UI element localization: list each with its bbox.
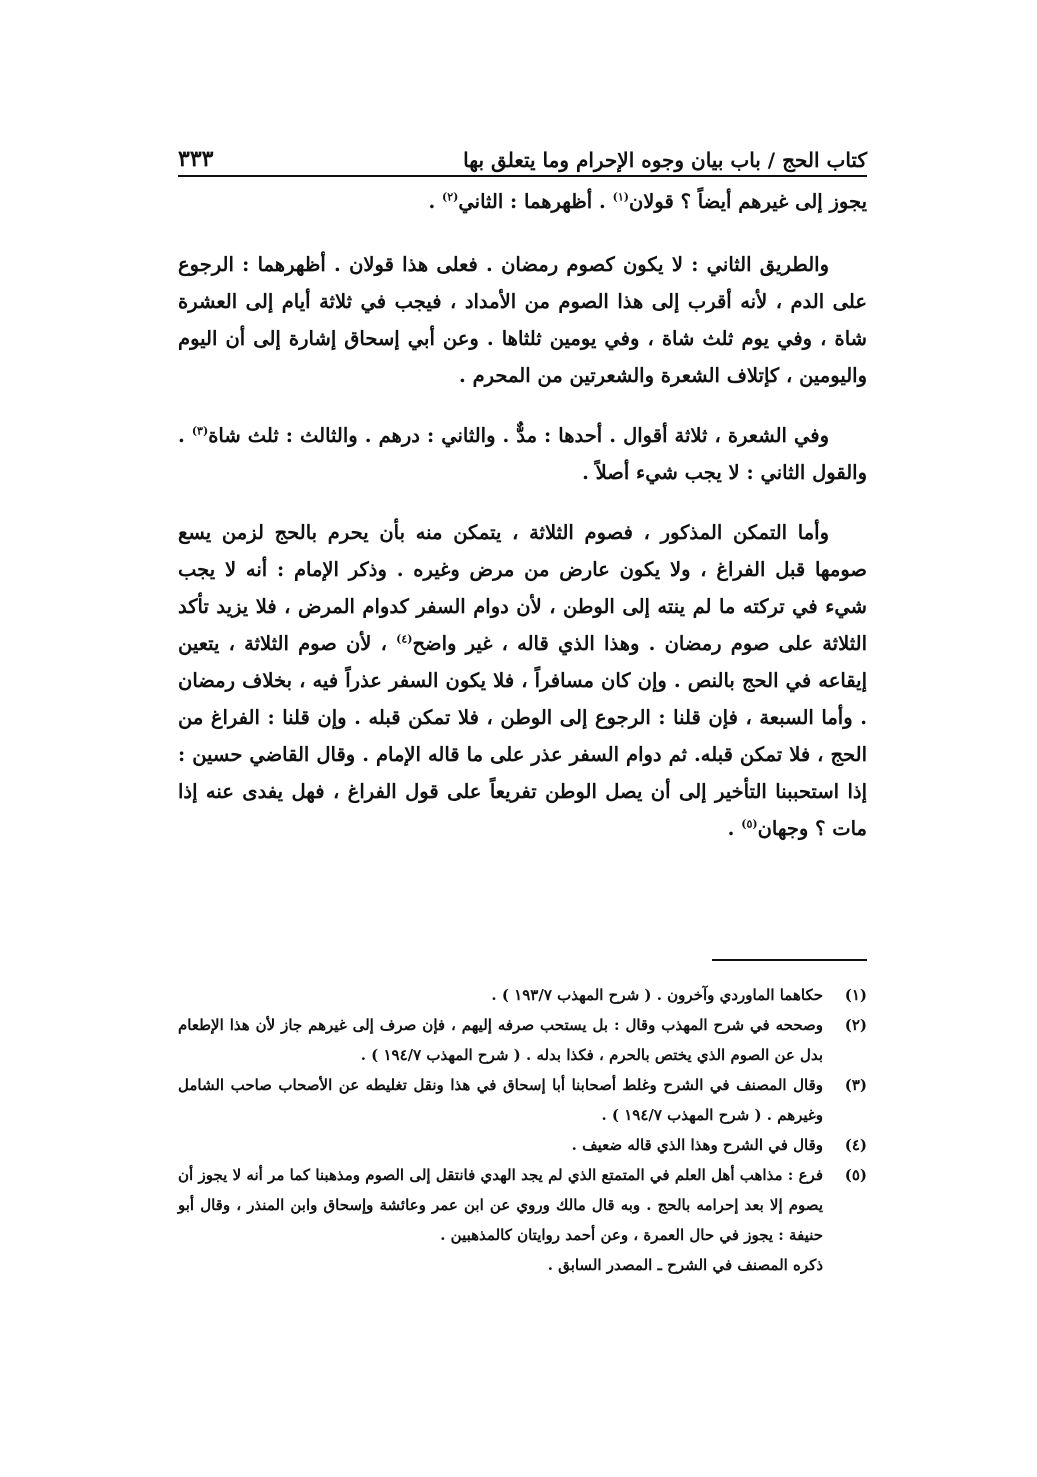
footnote-line: ذكره المصنف في الشرح ـ المصدر السابق .	[547, 1256, 823, 1274]
text-run: . والقول الثاني : لا يجب شيء أصلاً .	[178, 424, 867, 484]
paragraph-2	[178, 246, 867, 394]
footnote-text	[178, 1130, 823, 1160]
footnote-ref: (٢)	[442, 190, 459, 204]
text-run: ، لأن صوم الثلاثة ، يتعين إيقاعه في الحج بالنص . وإن كان مسافراً ، فلا يكون السفر عذراً فيه ، بخلاف رمضان . وأما السبعة ، فإن قلنا : الرجوع إلى الوطن ، فلا تمكن قبله . وإن قلنا : الفراغ من الحج ، فلا تمكن قبله. ثم دوام السفر عذر على ما قاله الإمام . وقال القاضي حسين : إذا استحببنا التأخير إلى أن يصل الوطن تفريعاً على قول الفراغ ، فهل يفدى عنه إذا مات ؟ وجهان	[178, 632, 867, 840]
text-run: . أظهرهما : الثاني	[458, 190, 613, 213]
paragraph-1	[178, 183, 867, 220]
footnote-text	[178, 1160, 823, 1280]
footnote-text	[178, 980, 823, 1010]
paragraph-4	[178, 514, 867, 847]
text-run: .	[727, 817, 742, 840]
footnote-ref: (٤)	[396, 632, 413, 646]
footnotes	[178, 980, 867, 1280]
text-run: وأما التمكن المذكور ، فصوم الثلاثة ، يتمكن منه بأن يحرم بالحج لزمن يسع صومها قبل الفراغ ، ولا يكون عارض من مرض وغيره . وذكر الإمام : أنه لا يجب شيء في تركته ما لم ينته إلى الوطن ، لأن دوام السفر كدوام المرض ، فلا يزيد تأكد الثلاثة على صوم رمضان . وهذا الذي قاله ، غير واضح	[178, 521, 867, 655]
paragraph-3	[178, 417, 867, 491]
footnote-ref: (٥)	[741, 817, 758, 831]
footnote-2	[178, 1010, 867, 1070]
footnote-line: فرع : مذاهب أهل العلم في المتمتع الذي لم يجد الهدي فانتقل إلى الصوم ومذهبنا كما مر أنه لا يجوز أن يصوم إلا بعد إحرامه بالحج . وبه قال مالك وروي عن ابن عمر وعائشة وإسحاق وابن المنذر ، وقال أبو حنيفة : يجوز في حال العمرة ، وعن أحمد روايتان كالمذهبين .	[178, 1166, 823, 1244]
footnote-number: (١)	[844, 986, 867, 1004]
footnote-1	[178, 980, 867, 1010]
footnote-line: وصححه في شرح المهذب وقال : بل يستحب صرفه إليهم ، فإن صرف إلى غيرهم جاز لأن هذا الإطعام بدل عن الصوم الذي يختص بالحرم ، فكذا بدله . ( شرح المهذب ١٩٤/٧ ) .	[178, 1016, 823, 1064]
footnote-text	[178, 1070, 823, 1130]
footnote-ref: (٣)	[191, 424, 209, 438]
footnote-number: (٢)	[844, 1016, 867, 1034]
main-text	[178, 183, 867, 870]
header-rule	[178, 175, 867, 177]
footnote-line: وقال المصنف في الشرح وغلط أصحابنا أبا إسحاق في هذا ونقل تغليطه عن الأصحاب صاحب الشامل وغيرهم . ( شرح المهذب ١٩٤/٧ ) .	[178, 1076, 823, 1124]
footnote-line: وقال في الشرح وهذا الذي قاله ضعيف .	[571, 1136, 823, 1154]
footnote-text	[178, 1010, 823, 1070]
text-run: .	[428, 190, 443, 213]
footnote-number: (٥)	[844, 1166, 867, 1184]
footnote-number: (٣)	[844, 1076, 867, 1094]
text-run: وفي الشعرة ، ثلاثة أقوال . أحدها : مدٌّ . والثاني : درهم . والثالث : ثلث شاة	[208, 424, 829, 447]
page-header	[178, 126, 867, 172]
footnote-5	[178, 1160, 867, 1280]
footnote-ref: (١)	[612, 190, 629, 204]
footnote-4	[178, 1130, 867, 1160]
footnote-rule	[712, 959, 867, 961]
footnote-line: حكاهما الماوردي وآخرون . ( شرح المهذب ١٩٣/٧ ) .	[491, 986, 823, 1004]
text-run: والطريق الثاني : لا يكون كصوم رمضان . فعلى هذا قولان . أظهرهما : الرجوع على الدم ، لأنه أقرب إلى هذا الصوم من الأمداد ، فيجب في ثلاثة أيام إلى العشرة شاة ، وفي يوم ثلث شاة ، وفي يومين ثلثاها . وعن أبي إسحاق إشارة إلى أن اليوم واليومين ، كإتلاف الشعرة والشعرتين من المحرم .	[178, 253, 867, 387]
footnote-number: (٤)	[844, 1136, 867, 1154]
footnote-3	[178, 1070, 867, 1130]
text-run: يجوز إلى غيرهم أيضاً ؟ قولان	[628, 190, 867, 213]
running-title: كتاب الحج / باب بيان وجوه الإحرام وما يتعلق بها	[463, 148, 867, 172]
page-number: ٣٣٣	[178, 146, 214, 172]
